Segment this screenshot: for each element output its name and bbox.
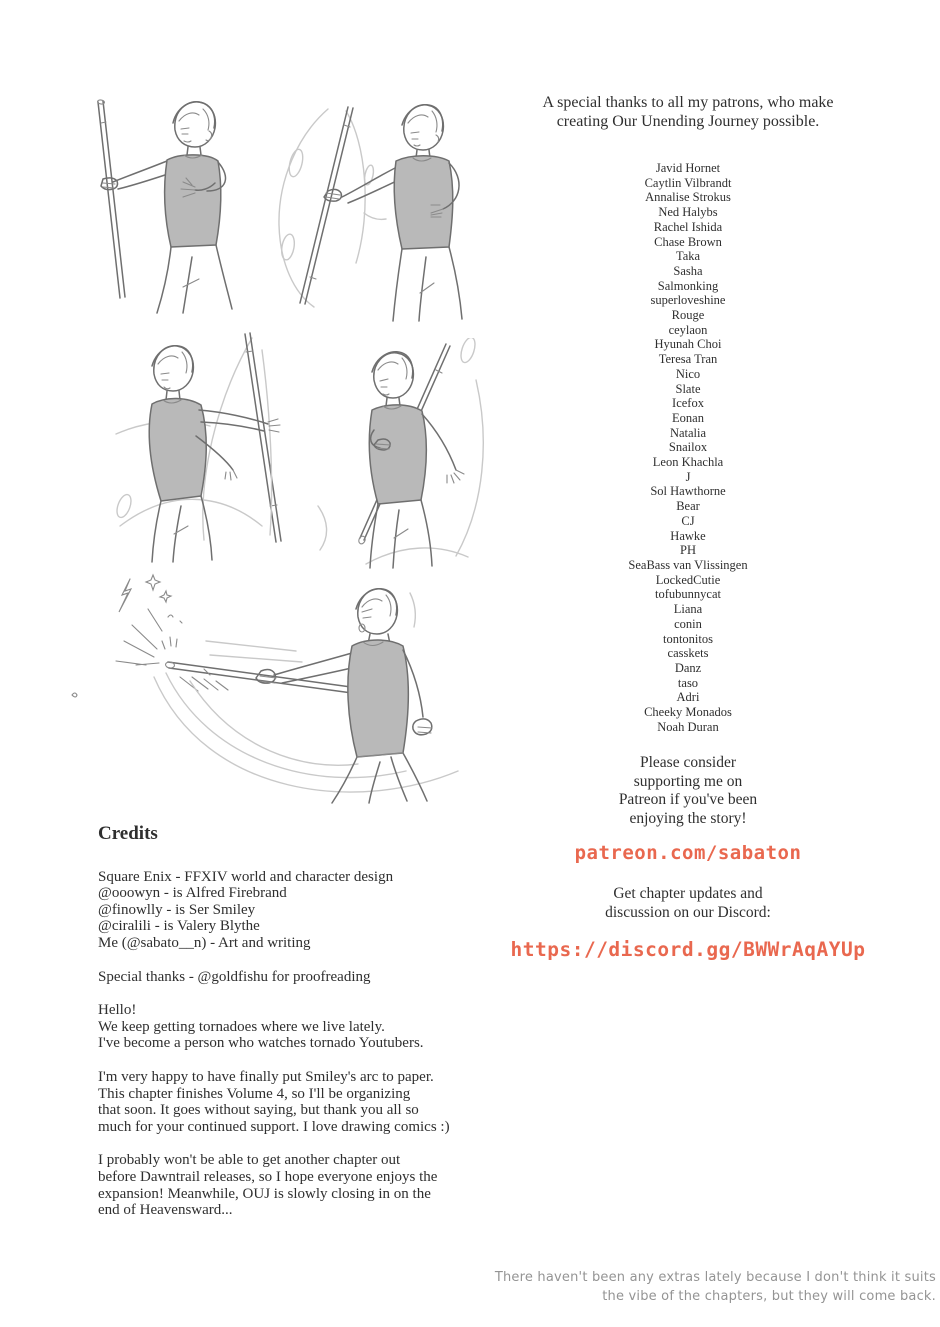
footer-handwritten-note (376, 1268, 936, 1306)
patron-name: Danz (674, 660, 702, 675)
author-note-paragraph-line: much for your continued support. I love drawing comics :) (98, 1118, 450, 1135)
credit-line: @ciralili - is Valery Blythe (98, 918, 260, 935)
author-note-paragraph-line: We keep getting tornadoes where we live lately. (98, 1018, 385, 1035)
author-note-paragraph-line: I probably won't be able to get another chapter out (98, 1152, 401, 1169)
author-note-paragraph-line: I've become a person who watches tornado Youtubers. (98, 1035, 424, 1052)
staff-strike-sketch-drawing (58, 565, 485, 805)
credits-heading: Credits (98, 823, 158, 844)
patron-name: Adri (676, 690, 700, 705)
patron-thanks-line2: creating Our Unending Journey possible. (556, 113, 820, 130)
sketch-pose-staff-spin (268, 95, 480, 325)
patron-name: Sasha (673, 263, 703, 278)
patron-name: Noah Duran (657, 719, 719, 734)
author-note-paragraph (98, 1069, 568, 1135)
author-note-paragraph-line: before Dawntrail releases, so I hope everyone enjoys the (98, 1168, 438, 1185)
patreon-link[interactable]: patreon.com/sabaton (574, 842, 802, 864)
special-thanks-line: Special thanks - @goldfishu for proofreading (98, 968, 371, 985)
credit-line: Square Enix - FFXIV world and character design (98, 868, 394, 885)
author-note-paragraph-line: I'm very happy to have finally put Smiley's arc to paper. (98, 1068, 434, 1085)
patron-name: Slate (675, 381, 701, 396)
patron-name: taso (677, 675, 699, 690)
author-note-paragraph-line: end of Heavensward... (98, 1202, 233, 1219)
patron-name: Nico (675, 366, 701, 381)
patron-name: Hyunah Choi (654, 337, 722, 352)
sketch-pose-staff-reach (112, 330, 304, 565)
credit-line: @ooowyn - is Alfred Firebrand (98, 885, 287, 902)
patron-name: Sol Hawthorne (650, 484, 726, 499)
patron-name: tontonitos (662, 631, 713, 646)
patron-name: Rachel Ishida (653, 219, 723, 234)
patron-name: Leon Khachla (652, 455, 724, 470)
patreon-pitch-line: supporting me on (633, 772, 743, 790)
author-notes (98, 1002, 568, 1219)
sketch-pose-staff-cross (308, 338, 485, 570)
author-note-paragraph (98, 1152, 568, 1218)
patron-name: ceylaon (668, 322, 708, 337)
patron-name: Rouge (671, 308, 705, 323)
staff-cross-sketch-drawing (308, 338, 485, 570)
patron-name: Salmonking (657, 278, 719, 293)
footer-note-line2: the vibe of the chapters, but they will come back. (602, 1289, 936, 1304)
patron-name: PH (680, 543, 696, 558)
patron-name: LockedCutie (655, 572, 721, 587)
patron-thanks-header (500, 93, 876, 131)
patron-name: Chase Brown (654, 234, 722, 249)
discord-pitch-line: discussion on our Discord: (605, 903, 771, 921)
author-note-paragraph (98, 1002, 568, 1052)
patron-name: Icefox (672, 396, 704, 411)
credits-lines (98, 869, 568, 952)
patron-name: Natalia (669, 425, 707, 440)
sketch-pose-staff-strike (58, 565, 485, 805)
author-note-paragraph-line: that soon. It goes without saying, but thank you all so (98, 1102, 419, 1119)
patron-name: tofubunnycat (655, 587, 721, 602)
author-note-paragraph-line: This chapter finishes Volume 4, so I'll be organizing (98, 1085, 411, 1102)
sketch-pose-staff-hold (85, 95, 255, 315)
patreon-pitch-line: Please consider (640, 754, 736, 771)
patron-name: Caytlin Vilbrandt (644, 175, 732, 190)
patron-thanks-line1: A special thanks to all my patrons, who make (542, 94, 834, 111)
patron-list (500, 161, 876, 734)
staff-spin-sketch-drawing (268, 95, 480, 325)
patron-name: J (685, 469, 691, 484)
footer-note-line1: There haven't been any extras lately because I don't think it suits (494, 1270, 936, 1285)
credit-line: Me (@sabato__n) - Art and writing (98, 934, 311, 951)
patron-name: CJ (681, 513, 695, 528)
patron-name: Teresa Tran (658, 352, 718, 367)
author-note-paragraph-line: Hello! (98, 1002, 137, 1019)
patron-name: Bear (676, 499, 700, 514)
patron-name: Taka (675, 249, 701, 264)
patron-name: Annalise Strokus (645, 190, 731, 205)
staff-hold-sketch-drawing (85, 95, 255, 315)
patreon-pitch (500, 754, 876, 828)
credits-section (98, 823, 568, 1236)
author-note-paragraph-line: expansion! Meanwhile, OUJ is slowly closing in on the (98, 1185, 431, 1202)
patron-name: Hawke (670, 528, 706, 543)
patron-name: conin (674, 616, 702, 631)
patron-name: Cheeky Monados (644, 705, 732, 720)
discord-link[interactable]: https://discord.gg/BWWrAqAYUp (510, 938, 866, 961)
patron-name: Javid Hornet (655, 161, 721, 175)
patron-name: Liana (673, 602, 703, 617)
credit-line: @finowlly - is Ser Smiley (98, 901, 256, 918)
patreon-pitch-line: enjoying the story! (629, 809, 747, 827)
staff-reach-sketch-drawing (112, 330, 304, 565)
patron-name: Ned Halybs (658, 205, 718, 220)
patron-name: casskets (667, 646, 709, 661)
patron-name: Snailox (668, 440, 708, 455)
patron-name: Eonan (672, 410, 704, 425)
patron-name: superloveshine (650, 293, 726, 308)
patreon-pitch-line: Patreon if you've been (618, 791, 758, 808)
discord-pitch-line: Get chapter updates and (613, 885, 763, 902)
patron-name: SeaBass van Vlissingen (628, 557, 748, 572)
